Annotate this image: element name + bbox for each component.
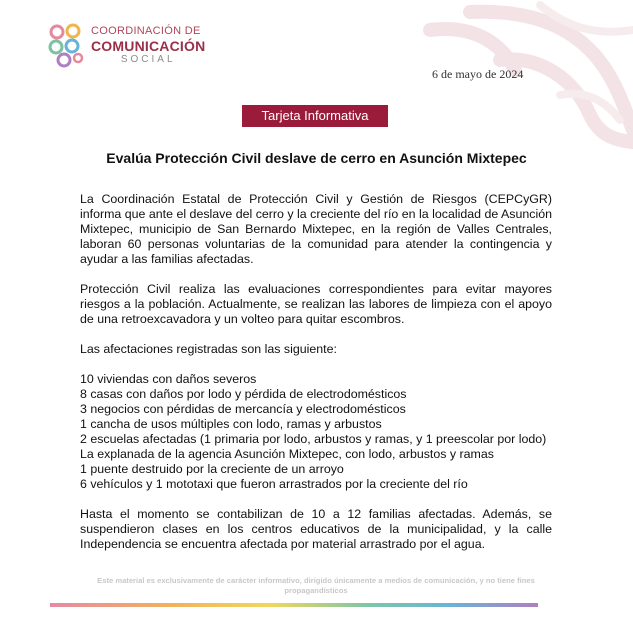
logo-text-line3: SOCIAL xyxy=(120,54,176,65)
list-item: 6 vehículos y 1 mototaxi que fueron arrastrados por la creciente del río xyxy=(80,477,468,491)
logo-text-line2: COMUNICACIÓN xyxy=(91,38,206,54)
document-body xyxy=(80,192,552,567)
paragraph-list-intro: Las afectaciones registradas son las siguiente: xyxy=(80,342,337,356)
damages-list xyxy=(80,372,552,492)
document-type-label: Tarjeta Informativa xyxy=(242,105,388,127)
list-item: 3 negocios con pérdidas de mercancía y electrodomésticos xyxy=(80,402,406,416)
logo-text-line1: COORDINACIÓN DE xyxy=(91,25,201,37)
footer-disclaimer: Este material es exclusivamente de carácter informativo, dirigido únicamente a medios de comunicación, y no tiene fines propagandísticos xyxy=(97,576,535,595)
list-item: 1 cancha de usos múltiples con lodo, ramas y arbustos xyxy=(80,417,382,431)
document-title: Evalúa Protección Civil deslave de cerro en Asunción Mixtepec xyxy=(106,150,527,166)
paragraph-actions: Protección Civil realiza las evaluaciones correspondientes para evitar mayores riesgos a la población. Actualmente, se realizan las labores de limpieza con el apoyo de una retroexcavadora y un volteo para quitar escombros. xyxy=(80,282,552,326)
document-date: 6 de mayo de 2024 xyxy=(432,67,524,81)
paragraph-intro: La Coordinación Estatal de Protección Civil y Gestión de Riesgos (CEPCyGR) informa que ante el deslave del cerro y la creciente del río en la localidad de Asunción Mixtepec, municipio de San Bernardo Mixtepec, en la región de Valles Centrales, laboran 60 personas voluntarias de la comunidad para atender la contingencia y ayudar a las familias afectadas. xyxy=(80,192,552,266)
footer-color-bar xyxy=(50,603,538,607)
logo-mark-icon xyxy=(47,22,85,68)
list-item: 2 escuelas afectadas (1 primaria por lodo, arbustos y ramas, y 1 preescolar por lodo) xyxy=(80,432,547,446)
list-item: 8 casas con daños por lodo y pérdida de electrodomésticos xyxy=(80,387,407,401)
paragraph-closing: Hasta el momento se contabilizan de 10 a 12 familias afectadas. Además, se suspendieron clases en los centros educativos de la municipalidad, y la calle Independencia se encuentra afectada por material arrastrado por el agua. xyxy=(80,507,552,551)
list-item: 1 puente destruido por la creciente de un arroyo xyxy=(80,462,344,476)
list-item: 10 viviendas con daños severos xyxy=(80,372,257,386)
organization-logo xyxy=(47,22,206,74)
list-item: La explanada de la agencia Asunción Mixtepec, con lodo, arbustos y ramas xyxy=(80,447,494,461)
